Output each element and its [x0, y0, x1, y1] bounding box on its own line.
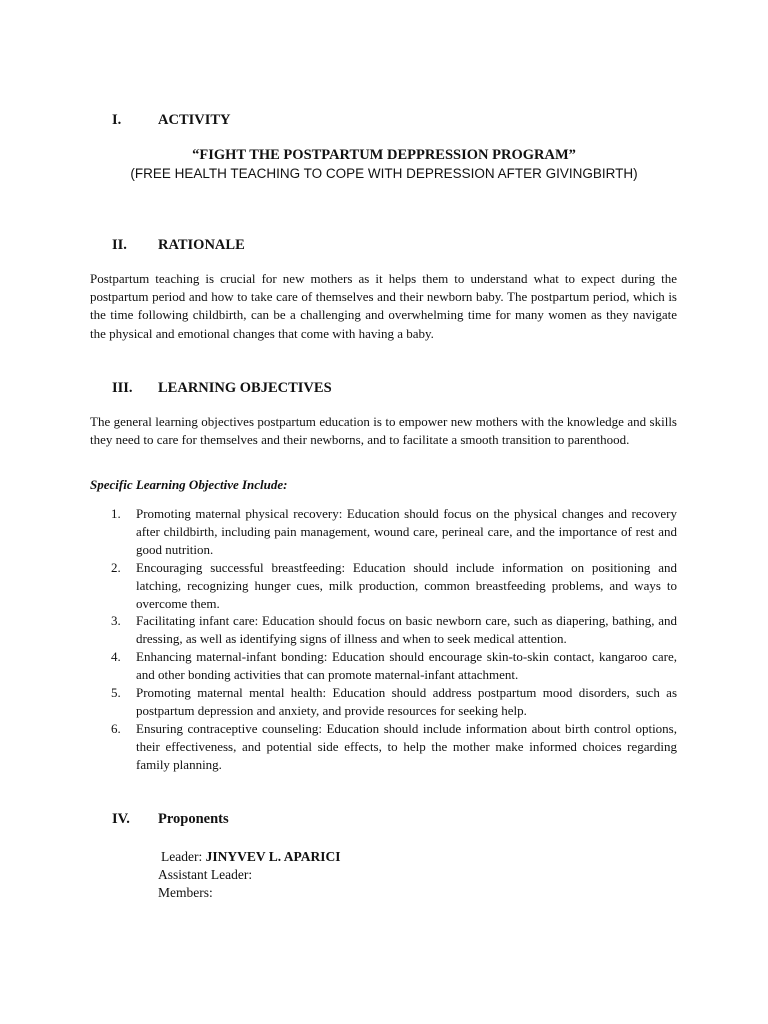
general-objective-paragraph: The general learning objectives postpartum education is to empower new mothers with the knowledge and skills they need to care for themselves and their newborns, and to facilitate a smooth transition to parenthood. [90, 414, 677, 448]
objective-number: 2. [111, 559, 121, 575]
section-number: IV. [112, 811, 130, 827]
objective-number: 3. [111, 613, 121, 629]
objective-text: Promoting maternal mental health: Education should address postpartum mood disorders, such as postpartum depression and anxiety, and provide resources for seeking help. [136, 685, 677, 718]
section-title: LEARNING OBJECTIVES [158, 380, 332, 396]
objective-item [90, 559, 677, 613]
objective-text: Ensuring contraceptive counseling: Education should include information about birth control options, their effectiveness, and potential side effects, to help the mother make informed choices regarding family planning. [136, 720, 677, 772]
section-number: II. [112, 237, 127, 253]
section-title: ACTIVITY [158, 112, 231, 128]
section-number: I. [112, 112, 122, 128]
objective-number: 4. [111, 649, 121, 665]
objective-text: Enhancing maternal-infant bonding: Education should encourage skin-to-skin contact, kangaroo care, and other bonding activities that can promote maternal-infant attachment. [136, 649, 677, 683]
objective-item [90, 612, 677, 648]
objective-item [90, 505, 677, 559]
objective-number: 1. [111, 506, 121, 521]
objectives-list [90, 505, 677, 774]
objective-text: Facilitating infant care: Education should focus on basic newborn care, such as diapering, bathing, and dressing, as well as identifying signs of illness and when to seek medical attention. [136, 613, 677, 647]
objective-number: 5. [111, 685, 121, 701]
program-subtitle: (FREE HEALTH TEACHING TO COPE WITH DEPRESSION AFTER GIVINGBIRTH) [130, 166, 638, 181]
objective-text: Encouraging successful breastfeeding: Education should include information on positioning and latching, recognizing hunger cues, milk production, common breastfeeding problems, and ways to overcome them. [136, 559, 677, 611]
section-number: III. [112, 380, 133, 396]
leader-label: Leader: [161, 849, 203, 864]
objective-item [90, 648, 677, 684]
rationale-paragraph: Postpartum teaching is crucial for new mothers as it helps them to understand what to expect during the postpartum period and how to take care of themselves and their newborn baby. The postpartum period, which is the time following childbirth, can be a challenging and overwhelming time for many women as they navigate the physical and emotional changes that come with having a baby. [90, 271, 677, 341]
leader-name: JINYVEV L. APARICI [205, 849, 341, 864]
section-title: RATIONALE [158, 237, 245, 253]
assistant-leader-label: Assistant Leader: [158, 867, 253, 882]
program-title: “FIGHT THE POSTPARTUM DEPPRESSION PROGRAM” [192, 147, 576, 163]
objective-item [90, 684, 677, 720]
leader-line [161, 849, 341, 865]
objective-number: 6. [111, 720, 121, 736]
objective-text: Promoting maternal physical recovery: Education should focus on the physical changes and recovery after childbirth, including pain management, wound care, perineal care, and the importance of rest and good nutrition. [136, 506, 677, 557]
section-title: Proponents [158, 811, 229, 827]
objective-item [90, 720, 677, 774]
specific-objectives-heading: Specific Learning Objective Include: [90, 477, 288, 492]
members-label: Members: [158, 885, 213, 900]
